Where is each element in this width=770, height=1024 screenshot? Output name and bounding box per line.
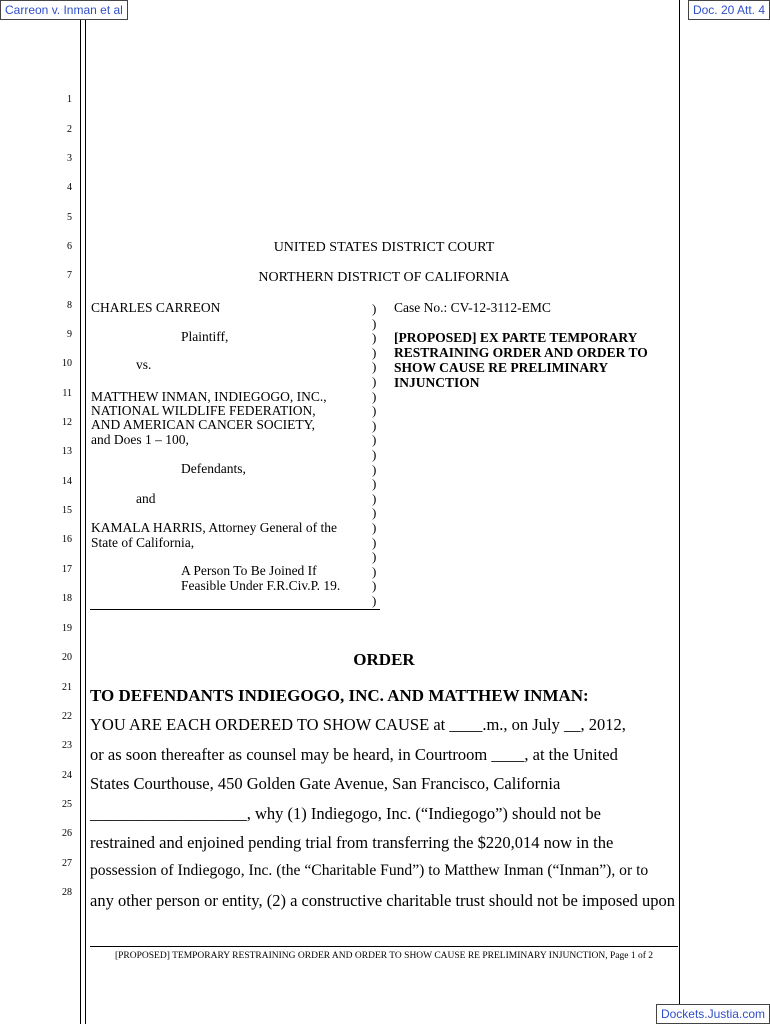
- order-body-line: possession of Indiegogo, Inc. (the “Charitable Fund”) to Matthew Inman (“Inman”), or to: [90, 862, 649, 879]
- order-body-line: States Courthouse, 450 Golden Gate Avenue, San Francisco, California: [90, 774, 561, 793]
- defendant-line: NATIONAL WILDLIFE FEDERATION,: [91, 403, 316, 418]
- line-number: 26: [62, 828, 72, 839]
- page-footer: [PROPOSED] TEMPORARY RESTRAINING ORDER AND ORDER TO SHOW CAUSE RE PRELIMINARY INJUNCTION, Page 1 of 2: [114, 951, 654, 961]
- caption-divider: ) ) ) ) ) ) ) ) ) ) ) ) ) ) ) ) ) ) ) ) ): [372, 301, 377, 608]
- line-number: 1: [67, 94, 72, 105]
- joined-role-line: Feasible Under F.R.Civ.P. 19.: [181, 578, 341, 593]
- case-number: Case No.: CV-12-3112-EMC: [394, 300, 551, 315]
- line-number: 4: [67, 182, 72, 193]
- docket-number-stamp: Doc. 20 Att. 4: [688, 0, 770, 20]
- joined-role-line: A Person To Be Joined If: [181, 563, 317, 578]
- line-number: 12: [62, 417, 72, 428]
- order-body-line: or as soon thereafter as counsel may be heard, in Courtroom ____, at the United: [90, 745, 618, 764]
- order-heading: ORDER: [353, 650, 415, 669]
- order-body-line: restrained and enjoined pending trial from transferring the $220,014 now in the: [90, 833, 614, 852]
- line-number: 5: [67, 212, 72, 223]
- line-number: 15: [62, 505, 72, 516]
- order-body-line: ___________________, why (1) Indiegogo, Inc. (“Indiegogo”) should not be: [90, 804, 601, 823]
- plaintiff-role: Plaintiff,: [181, 329, 229, 344]
- line-number: 14: [62, 476, 72, 487]
- line-number: 22: [62, 711, 72, 722]
- line-number: 21: [62, 682, 72, 693]
- line-number: 19: [62, 623, 72, 634]
- versus-label: vs.: [136, 357, 152, 372]
- order-addressee: TO DEFENDANTS INDIEGOGO, INC. AND MATTHEW INMAN:: [90, 686, 589, 705]
- line-number: 27: [62, 858, 72, 869]
- line-number: 23: [62, 740, 72, 751]
- line-number: 17: [62, 564, 72, 575]
- line-number: 20: [62, 652, 72, 663]
- left-margin-rule-inner: [85, 0, 86, 1024]
- defendant-line: AND AMERICAN CANCER SOCIETY,: [91, 417, 316, 432]
- order-body-line: YOU ARE EACH ORDERED TO SHOW CAUSE at ____.m., on July __, 2012,: [90, 715, 626, 734]
- line-number: 25: [62, 799, 72, 810]
- document-title-stamp: Carreon v. Inman et al: [0, 0, 128, 20]
- caption-bottom-rule: [90, 609, 380, 610]
- line-number: 3: [67, 153, 72, 164]
- joined-party-line: State of California,: [91, 535, 195, 550]
- line-number: 16: [62, 534, 72, 545]
- line-number: 8: [67, 300, 72, 311]
- court-name: UNITED STATES DISTRICT COURT: [273, 240, 495, 255]
- line-number: 2: [67, 124, 72, 135]
- plaintiff-name: CHARLES CARREON: [91, 300, 221, 315]
- line-number: 13: [62, 446, 72, 457]
- defendant-line: and Does 1 – 100,: [91, 432, 189, 447]
- line-number: 6: [67, 241, 72, 252]
- line-number: 28: [62, 887, 72, 898]
- source-watermark[interactable]: Dockets.Justia.com: [656, 1004, 770, 1024]
- joined-party-line: KAMALA HARRIS, Attorney General of the: [91, 520, 337, 535]
- defendants-role: Defendants,: [181, 461, 246, 476]
- order-body-line: any other person or entity, (2) a constructive charitable trust should not be imposed upon: [90, 891, 675, 910]
- line-number: 18: [62, 593, 72, 604]
- line-number: 24: [62, 770, 72, 781]
- and-label: and: [136, 491, 156, 506]
- line-number: 9: [67, 329, 72, 340]
- defendant-line: MATTHEW INMAN, INDIEGOGO, INC.,: [91, 389, 327, 404]
- left-margin-rule: [80, 0, 81, 1024]
- line-number: 7: [67, 270, 72, 281]
- footer-rule: [90, 946, 678, 947]
- court-district: NORTHERN DISTRICT OF CALIFORNIA: [258, 270, 510, 285]
- line-number: 10: [62, 358, 72, 369]
- line-number: 11: [62, 388, 72, 399]
- document-title: [PROPOSED] EX PARTE TEMPORARY RESTRAINING ORDER AND ORDER TO SHOW CAUSE RE PRELIMINARY INJUNCTION: [394, 330, 648, 390]
